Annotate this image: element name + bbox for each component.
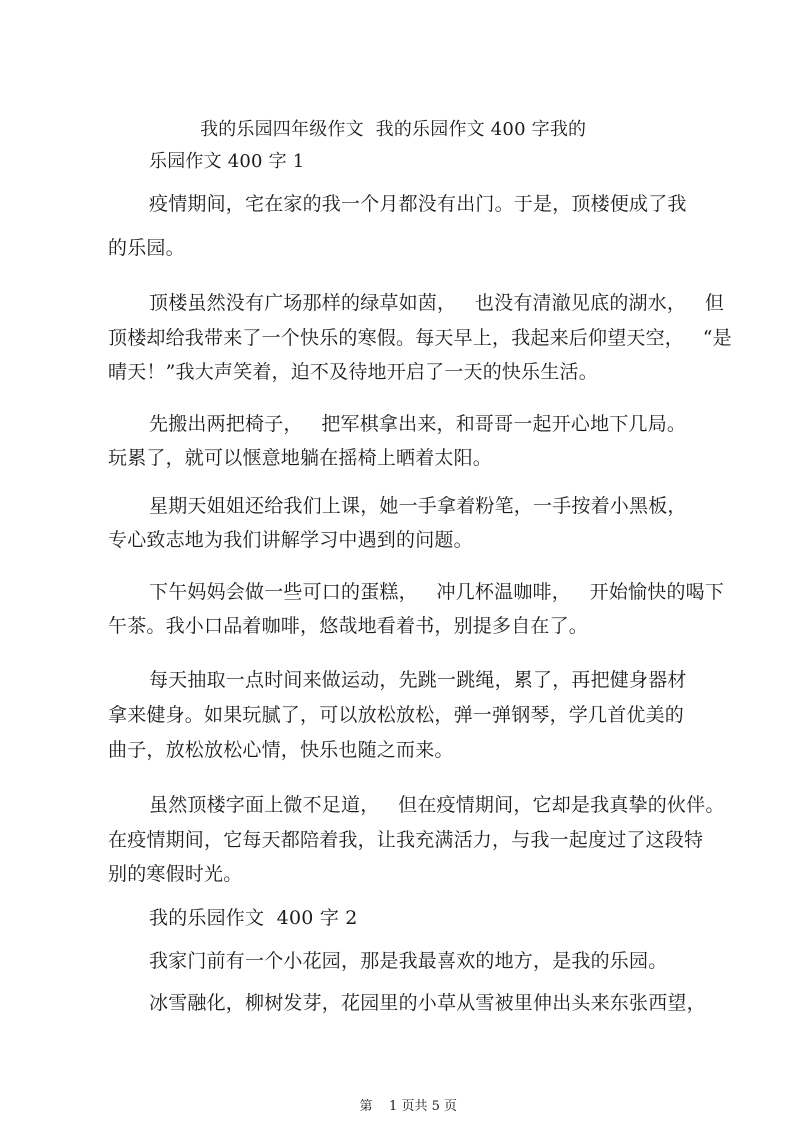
document-title-line-1: 我的乐园四年级作文 我的乐园作文 400 字我的 (200, 119, 587, 140)
paragraph-3-line-2: 玩累了，就可以惬意地躺在摇椅上晒着太阳。 (108, 447, 493, 469)
paragraph-7-line-3: 别的寒假时光。 (108, 863, 243, 885)
paragraph-1-line-1: 疫情期间，宅在家的我一个月都没有出门。于是，顶楼便成了我 (149, 193, 687, 215)
paragraph-2-line-3: 晴天！”我大声笑着，迫不及待地开启了一天的快乐生活。 (108, 361, 598, 383)
section-heading-2: 我的乐园作文 400 字 2 (149, 907, 358, 929)
paragraph-6-line-1: 每天抽取一点时间来做运动，先跳一跳绳，累了，再把健身器材 (149, 669, 687, 691)
paragraph-2-line-1: 顶楼虽然没有广场那样的绿草如茵， 也没有清澈见底的湖水， 但 (149, 292, 725, 314)
paragraph-6-line-3: 曲子，放松放松心情，快乐也随之而来。 (108, 739, 454, 761)
paragraph-3-line-1: 先搬出两把椅子， 把军棋拿出来，和哥哥一起开心地下几局。 (149, 413, 687, 435)
paragraph-4-line-1: 星期天姐姐还给我们上课，她一手拿着粉笔，一手按着小黑板， (149, 495, 687, 517)
page-footer (0, 1080, 800, 1129)
paragraph-2-line-2: 顶楼却给我带来了一个快乐的寒假。每天早上，我起来后仰望天空， “是 (108, 327, 732, 349)
page-indicator: 第 1 页共 5 页 (359, 1099, 457, 1114)
paragraph-6-line-2: 拿来健身。如果玩腻了，可以放松放松，弹一弹钢琴，学几首优美的 (108, 704, 685, 726)
paragraph-5-line-1: 下午妈妈会做一些可口的蛋糕， 冲几杯温咖啡， 开始愉快的喝下 (149, 581, 725, 603)
document-title-line-2: 乐园作文 400 字 1 (149, 151, 305, 172)
paragraph-8-line-1: 我家门前有一个小花园，那是我最喜欢的地方，是我的乐园。 (149, 950, 668, 972)
paragraph-5-line-2: 午茶。我小口品着咖啡，悠哉地看着书，别提多自在了。 (108, 615, 589, 637)
paragraph-9-line-1: 冰雪融化，柳树发芽，花园里的小草从雪被里伸出头来东张西望， (149, 992, 706, 1014)
paragraph-1-line-2: 的乐园。 (108, 237, 185, 259)
paragraph-7-line-2: 在疫情期间，它每天都陪着我，让我充满活力，与我一起度过了这段特 (108, 829, 704, 851)
paragraph-7-line-1: 虽然顶楼字面上微不足道， 但在疫情期间，它却是我真挚的伙伴。 (149, 794, 725, 816)
paragraph-4-line-2: 专心致志地为我们讲解学习中遇到的问题。 (108, 529, 473, 551)
